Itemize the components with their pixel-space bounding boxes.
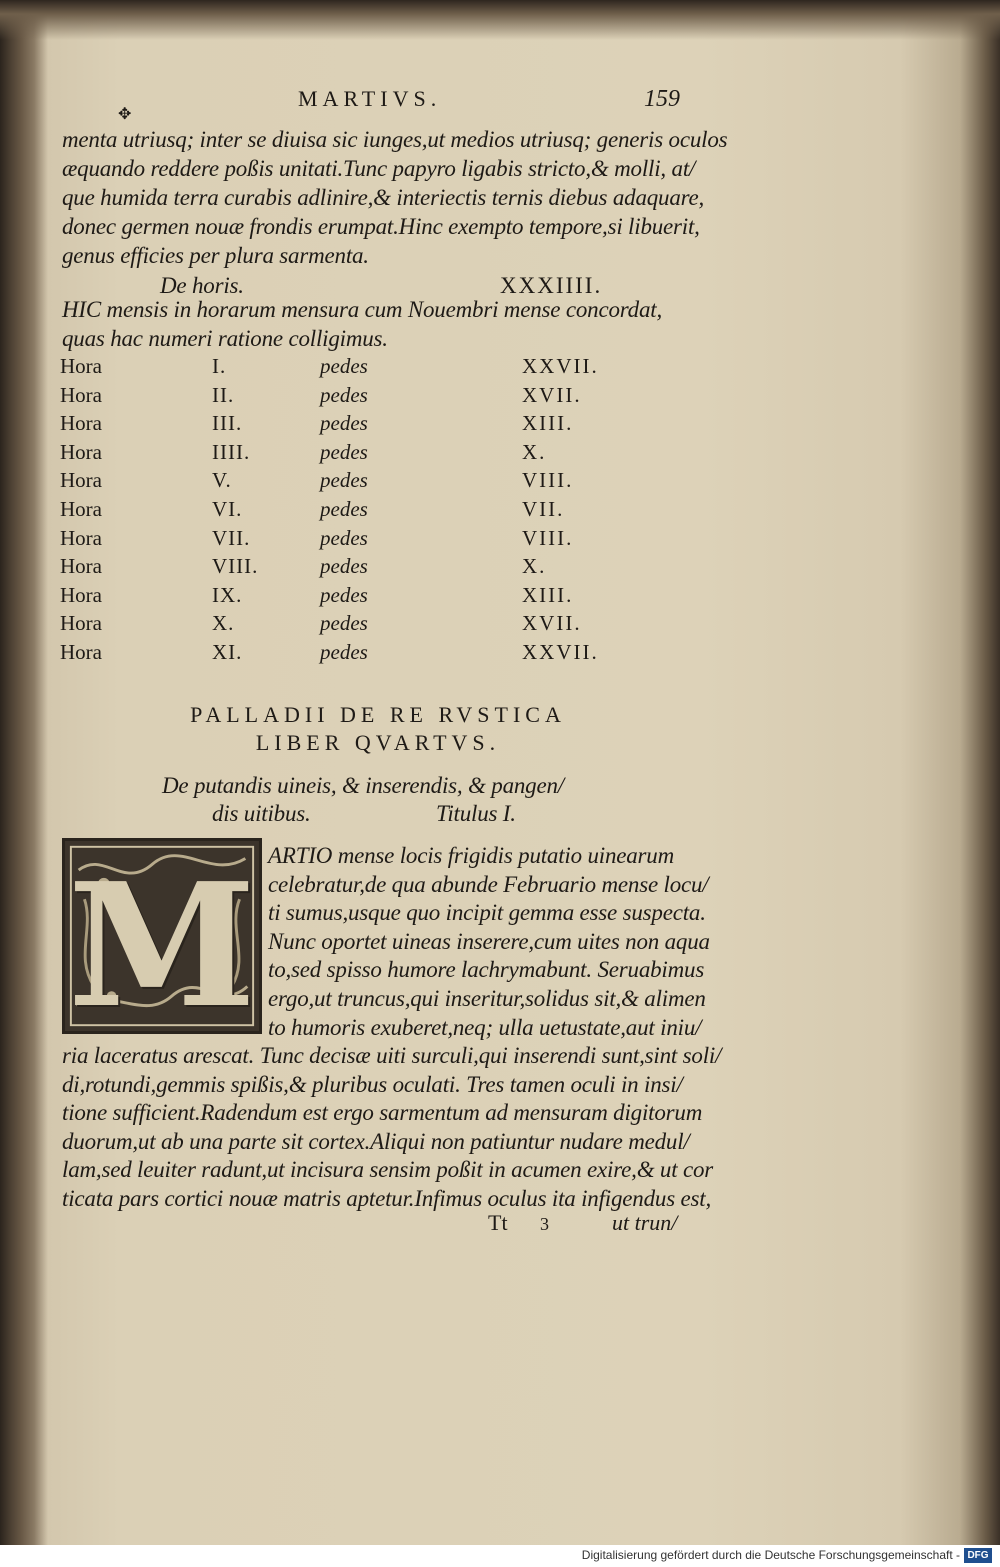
feet-value: XIII. (522, 582, 574, 607)
hour-numeral: VII. (212, 525, 251, 550)
table-row (60, 354, 620, 382)
text-line: genus efficies per plura sarmenta. (62, 243, 369, 268)
hour-numeral: I. (212, 354, 227, 378)
chapter-heading-line1: De putandis uineis, & inserendis, & pangen/ (162, 773, 564, 798)
feet-value: XIII. (522, 411, 574, 436)
hour-numeral: III. (212, 411, 243, 436)
hour-label: Hora (60, 439, 102, 464)
text-line: ergo,ut truncus,qui inseritur,solidus sit,& alimen (268, 986, 706, 1011)
table-row (60, 411, 620, 439)
signature-number: 3 (540, 1214, 549, 1234)
dfg-logo: DFG (964, 1548, 992, 1563)
text-line: to,sed spisso humore lachrymabunt. Seruabimus (268, 957, 705, 983)
book-title-line1: PALLADII DE RE RVSTICA (190, 702, 566, 727)
feet-value: XXVII. (522, 354, 599, 378)
hour-label: Hora (60, 611, 102, 636)
text-line: æquando reddere poßis unitati.Tunc papyro ligabis stricto,& molli, at/ (62, 156, 696, 181)
feet-value: VII. (522, 497, 565, 521)
hours-heading: De horis. (160, 273, 244, 298)
text-line: lam,sed leuiter radunt,ut incisura sensim poßit in acumen exire,& ut cor (62, 1157, 714, 1183)
chapter-titulus: Titulus I. (436, 801, 516, 826)
signature-mark: Tt (488, 1210, 508, 1235)
hour-label: Hora (60, 497, 102, 521)
unit-label: pedes (320, 611, 368, 636)
text-line: to humoris exuberet,neq; ulla uetustate,aut iniu/ (268, 1014, 702, 1040)
intro-line: HIC mensis in horarum mensura cum Nouembri mense concordat, (62, 297, 662, 322)
margin-ornament-mark: ✥ (118, 106, 132, 123)
book-title-line2: LIBER QVARTVS. (255, 730, 501, 755)
folio-number: 159 (644, 86, 680, 112)
hour-numeral: IX. (212, 582, 243, 607)
hour-numeral: XI. (212, 640, 243, 664)
table-row (60, 583, 620, 611)
table-row (60, 554, 620, 582)
catchword: ut trun/ (612, 1210, 678, 1235)
hours-chapter-number: XXXIIII. (500, 273, 603, 298)
feet-value: X. (522, 439, 547, 464)
hour-numeral: IIII. (212, 439, 251, 464)
text-line: di,rotundi,gemmis spißis,& pluribus oculati. Tres tamen oculi in insi/ (62, 1071, 683, 1097)
feet-value: VIII. (522, 468, 574, 493)
intro-line: quas hac numeri ratione colligimus. (62, 326, 388, 351)
text-line: menta utriusq; inter se diuisa sic iunges,ut medios utriusq; generis oculos (62, 127, 728, 152)
text-line: ti sumus,usque quo incipit gemma esse suspecta. (268, 900, 706, 926)
table-row (60, 611, 620, 639)
text-line: tione sufficient.Radendum est ergo sarmentum ad mensuram digitorum (62, 1100, 703, 1126)
hour-label: Hora (60, 382, 102, 407)
unit-label: pedes (320, 497, 368, 521)
feet-value: XVII. (522, 382, 582, 407)
unit-label: pedes (320, 582, 368, 607)
text-line: que humida terra curabis adlinire,& interiectis ternis diebus adaquare, (62, 185, 705, 210)
unit-label: pedes (320, 382, 368, 407)
hour-label: Hora (60, 554, 102, 579)
unit-label: pedes (320, 525, 368, 550)
hour-numeral: VIII. (212, 554, 259, 579)
text-line: celebratur,de qua abunde Februario mense locu/ (268, 871, 709, 897)
unit-label: pedes (320, 640, 368, 664)
hour-label: Hora (60, 468, 102, 493)
table-row (60, 497, 620, 525)
text-line: ticata pars cortici nouæ matris aptetur.Infimus oculus ita infigendus est, (62, 1186, 711, 1211)
decorated-initial (62, 838, 262, 1046)
running-title: MARTIVS. (298, 86, 442, 111)
unit-label: pedes (320, 439, 368, 464)
hour-label: Hora (60, 525, 102, 550)
unit-label: pedes (320, 468, 368, 493)
footer-credit: Digitalisierung gefördert durch die Deutsche Forschungsgemeinschaft - (581, 1548, 960, 1562)
text-line: Nunc oportet uineas inserere,cum uites non aqua (268, 928, 710, 954)
feet-value: XXVII. (522, 640, 599, 664)
text-line: ria laceratus arescat. Tunc decisæ uiti surculi,qui inserendi sunt,sint soli/ (62, 1043, 722, 1068)
footer-bar (0, 1545, 1000, 1567)
table-row (60, 640, 620, 668)
text-line: ARTIO mense locis frigidis putatio uinearum (268, 843, 675, 868)
hour-numeral: VI. (212, 497, 243, 521)
hour-numeral: X. (212, 611, 235, 636)
chapter-heading-line2: dis uitibus. (212, 801, 311, 826)
unit-label: pedes (320, 354, 368, 378)
dropcap-letter: M (67, 846, 257, 1046)
table-row (60, 383, 620, 411)
feet-value: XVII. (522, 611, 582, 636)
table-row (60, 440, 620, 468)
hour-label: Hora (60, 640, 102, 664)
hour-label: Hora (60, 354, 102, 378)
unit-label: pedes (320, 554, 368, 579)
hour-numeral: V. (212, 468, 232, 493)
hour-label: Hora (60, 582, 102, 607)
text-line: donec germen nouæ frondis erumpat.Hinc exempto tempore,si libuerit, (62, 214, 700, 239)
table-row (60, 468, 620, 496)
feet-value: VIII. (522, 525, 574, 550)
feet-value: X. (522, 554, 547, 579)
text-line: duorum,ut ab una parte sit cortex.Aliqui non patiuntur nudare medul/ (62, 1128, 690, 1154)
hour-numeral: II. (212, 382, 235, 407)
unit-label: pedes (320, 411, 368, 436)
table-row (60, 526, 620, 554)
hour-label: Hora (60, 411, 102, 436)
